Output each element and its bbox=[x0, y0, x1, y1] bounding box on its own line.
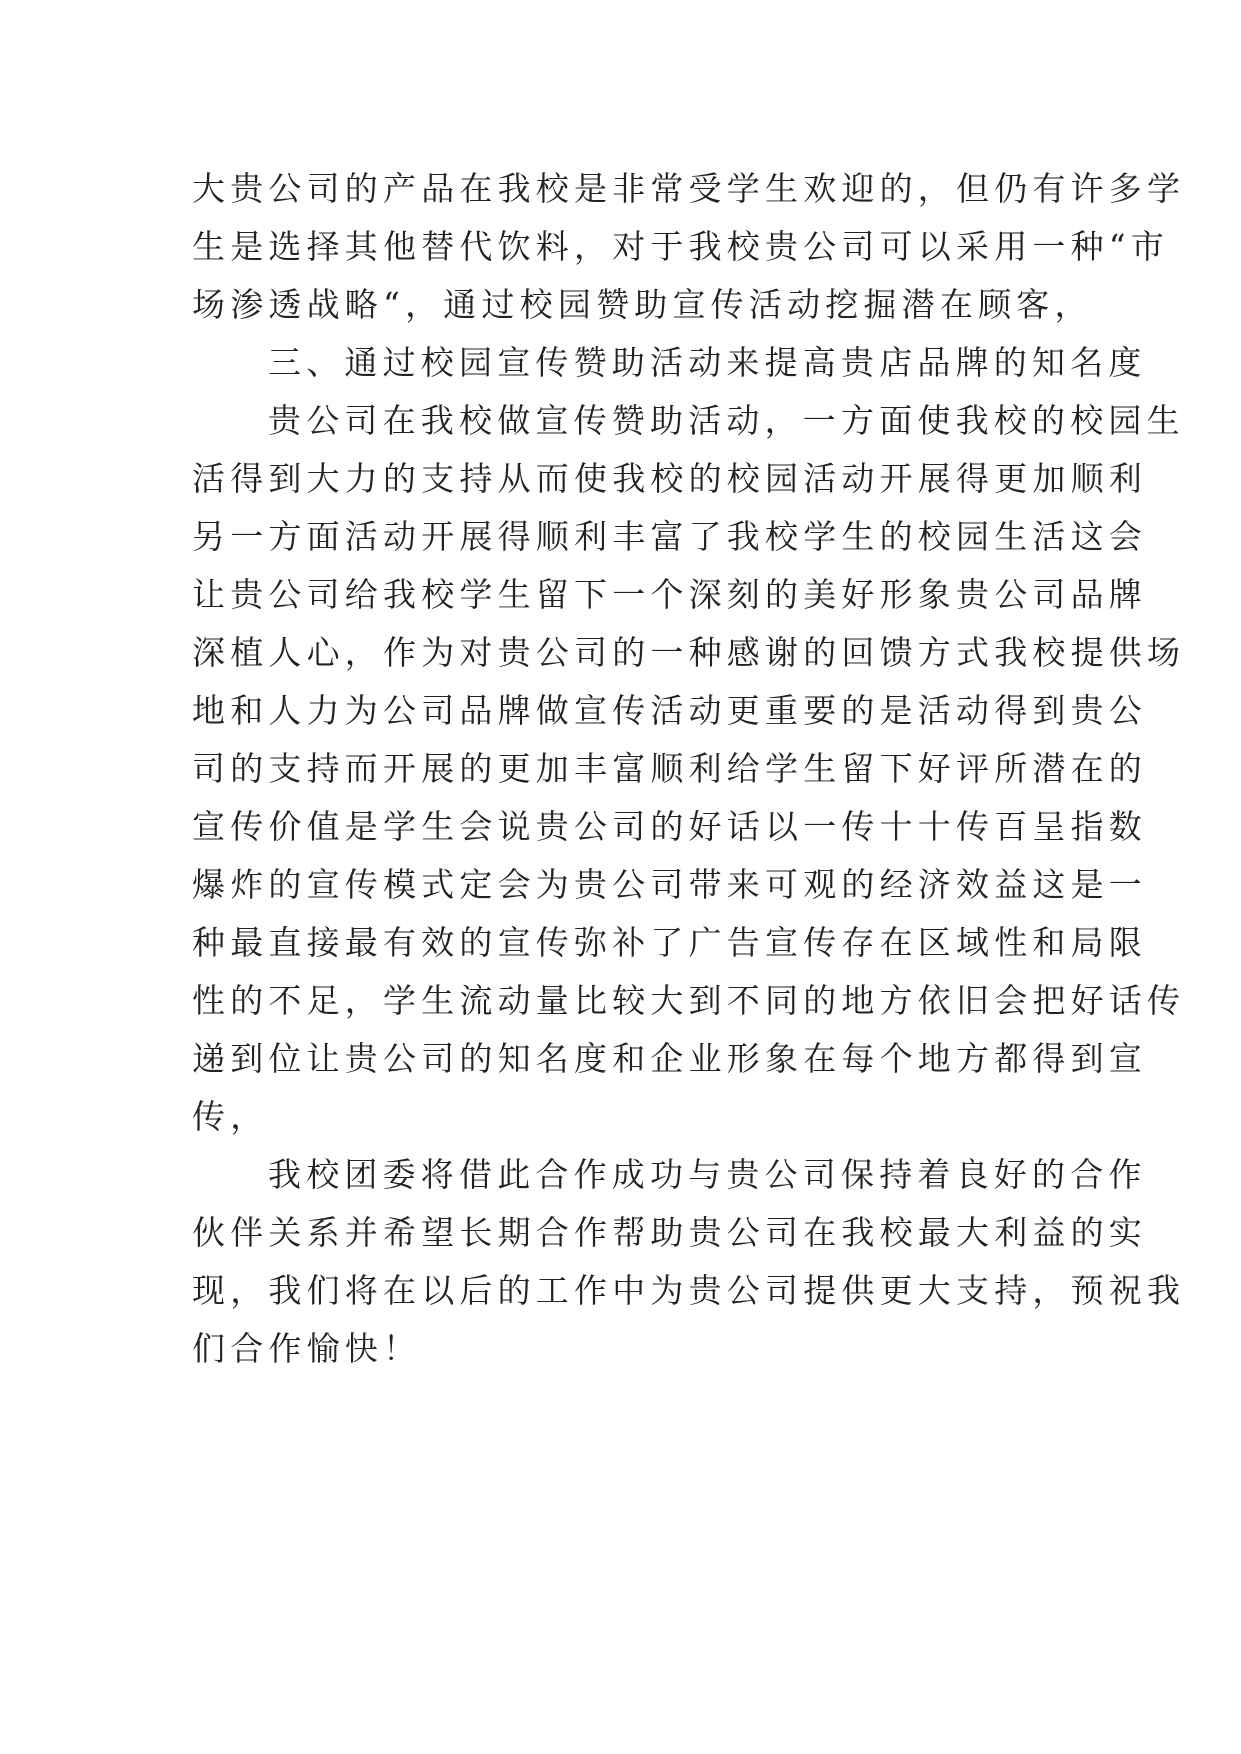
text-line: 宣传价值是学生会说贵公司的好话以一传十十传百呈指数 bbox=[192, 807, 1147, 846]
text-line: 传， bbox=[192, 1097, 269, 1136]
text-line: 司的支持而开展的更加丰富顺利给学生留下好评所潜在的 bbox=[192, 749, 1147, 788]
text-line: 伙伴关系并希望长期合作帮助贵公司在我校最大利益的实 bbox=[192, 1213, 1147, 1252]
text-line: 们合作愉快！ bbox=[192, 1329, 422, 1368]
text-line: 另一方面活动开展得顺利丰富了我校学生的校园生活这会 bbox=[192, 517, 1147, 556]
text-line: 场渗透战略“，通过校园赞助宣传活动挖掘潜在顾客， bbox=[192, 285, 1093, 324]
text-line: 贵公司在我校做宣传赞助活动，一方面使我校的校园生 bbox=[268, 401, 1185, 440]
text-line: 种最直接最有效的宣传弥补了广告宣传存在区域性和局限 bbox=[192, 923, 1147, 962]
section-heading: 三、通过校园宣传赞助活动来提高贵店品牌的知名度 bbox=[268, 343, 1147, 382]
text-line: 生是选择其他替代饮料，对于我校贵公司可以采用一种“市 bbox=[192, 227, 1170, 266]
text-line: 深植人心，作为对贵公司的一种感谢的回馈方式我校提供场 bbox=[192, 633, 1186, 672]
text-line: 现，我们将在以后的工作中为贵公司提供更大支持，预祝我 bbox=[192, 1271, 1186, 1310]
text-line: 让贵公司给我校学生留下一个深刻的美好形象贵公司品牌 bbox=[192, 575, 1147, 614]
document-body bbox=[192, 160, 1186, 1378]
text-line: 地和人力为公司品牌做宣传活动更重要的是活动得到贵公 bbox=[192, 691, 1147, 730]
text-line: 我校团委将借此合作成功与贵公司保持着良好的合作 bbox=[268, 1155, 1147, 1194]
text-line: 爆炸的宣传模式定会为贵公司带来可观的经济效益这是一 bbox=[192, 865, 1147, 904]
text-line: 大贵公司的产品在我校是非常受学生欢迎的，但仍有许多学 bbox=[192, 169, 1186, 208]
text-line: 活得到大力的支持从而使我校的校园活动开展得更加顺利 bbox=[192, 459, 1147, 498]
text-line: 性的不足，学生流动量比较大到不同的地方依旧会把好话传 bbox=[192, 981, 1186, 1020]
text-line: 递到位让贵公司的知名度和企业形象在每个地方都得到宣 bbox=[192, 1039, 1147, 1078]
